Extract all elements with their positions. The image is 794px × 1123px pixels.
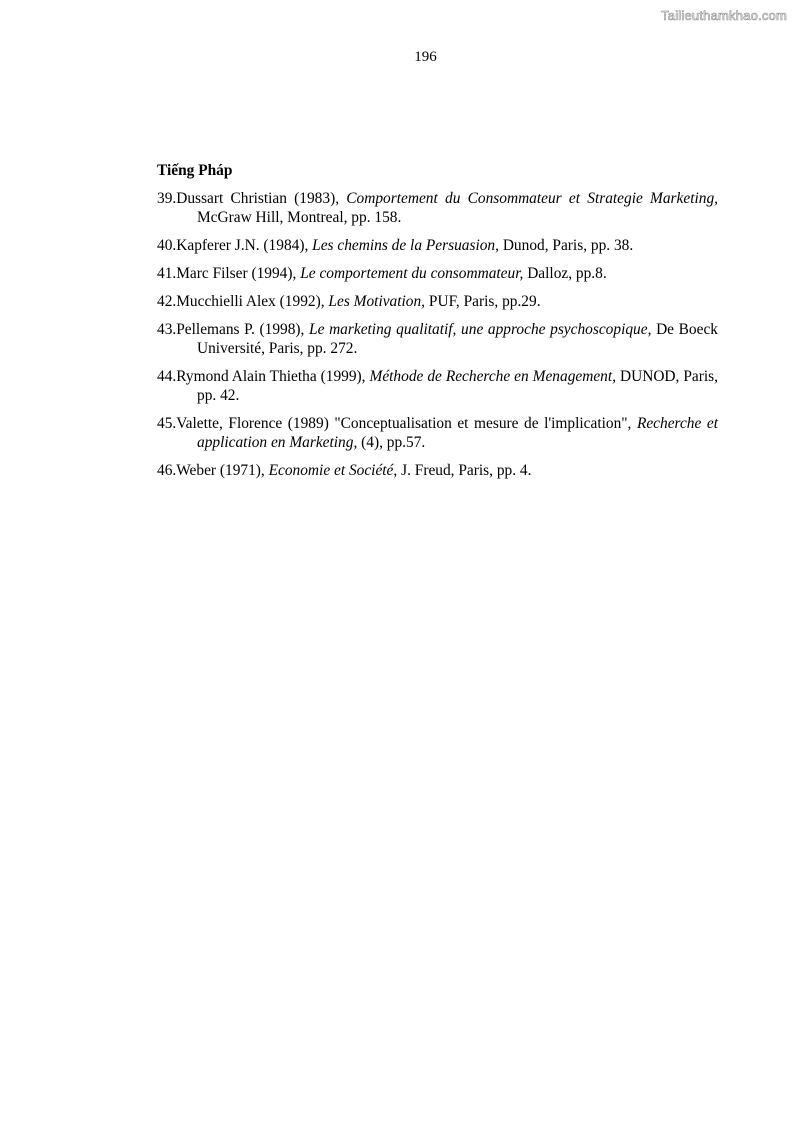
reference-publication: , Dunod, Paris, pp. 38. xyxy=(495,237,634,254)
reference-title: Les chemins de la Persuasion xyxy=(312,237,496,254)
reference-publication: PUF, Paris, pp.29. xyxy=(425,293,541,310)
reference-author: Kapferer J.N. (1984), xyxy=(176,237,313,254)
reference-author: Dussart Christian (1983), xyxy=(176,190,347,207)
reference-number: 44. xyxy=(157,368,177,385)
reference-author: Valette, Florence (1989) "Conceptualisation et mesure de l'implication", xyxy=(176,415,637,432)
reference-title: Le marketing qualitatif, une approche psychoscopique, xyxy=(309,321,652,338)
reference-item xyxy=(157,367,718,405)
reference-author: Pellemans P. (1998), xyxy=(176,321,310,338)
reference-publication: Dalloz, pp.8. xyxy=(523,265,607,282)
watermark: Tailieuthamkhao.com xyxy=(661,8,787,23)
reference-number: 45. xyxy=(157,415,177,432)
reference-number: 40. xyxy=(157,237,177,254)
reference-number: 46. xyxy=(157,462,177,479)
reference-publication: McGraw Hill, Montreal, pp. 158. xyxy=(197,209,402,226)
reference-title: Recherche et application en Marketing, xyxy=(197,415,718,451)
reference-item xyxy=(157,320,718,358)
reference-number: 42. xyxy=(157,293,177,310)
reference-publication: DUNOD, Paris, pp. 42. xyxy=(197,368,718,404)
reference-publication: De Boeck Université, Paris, pp. 272. xyxy=(197,321,718,357)
reference-item xyxy=(157,414,718,452)
reference-author: Mucchielli Alex (1992), xyxy=(176,293,329,310)
references-section xyxy=(157,161,718,489)
reference-publication: , J. Freud, Paris, pp. 4. xyxy=(393,462,532,479)
reference-title: Les Motivation, xyxy=(328,293,426,310)
reference-publication: (4), pp.57. xyxy=(357,434,426,451)
reference-number: 43. xyxy=(157,321,177,338)
reference-author: Weber (1971), xyxy=(176,462,269,479)
reference-number: 39. xyxy=(157,190,177,207)
reference-item xyxy=(157,292,718,311)
reference-item xyxy=(157,236,718,255)
reference-title: Comportement du Consommateur et Strategie Marketing, xyxy=(346,190,719,207)
reference-title: Economie et Société xyxy=(268,462,394,479)
section-heading: Tiếng Pháp xyxy=(157,162,233,179)
reference-author: Rymond Alain Thietha (1999), xyxy=(176,368,370,385)
page-number: 196 xyxy=(414,49,437,65)
reference-item xyxy=(157,264,718,283)
reference-number: 41. xyxy=(157,265,177,282)
reference-title: Le comportement du consommateur, xyxy=(300,265,524,282)
reference-title: Méthode de Recherche en Menagement, xyxy=(369,368,616,385)
reference-item xyxy=(157,461,718,480)
reference-item xyxy=(157,189,718,227)
reference-author: Marc Filser (1994), xyxy=(176,265,301,282)
